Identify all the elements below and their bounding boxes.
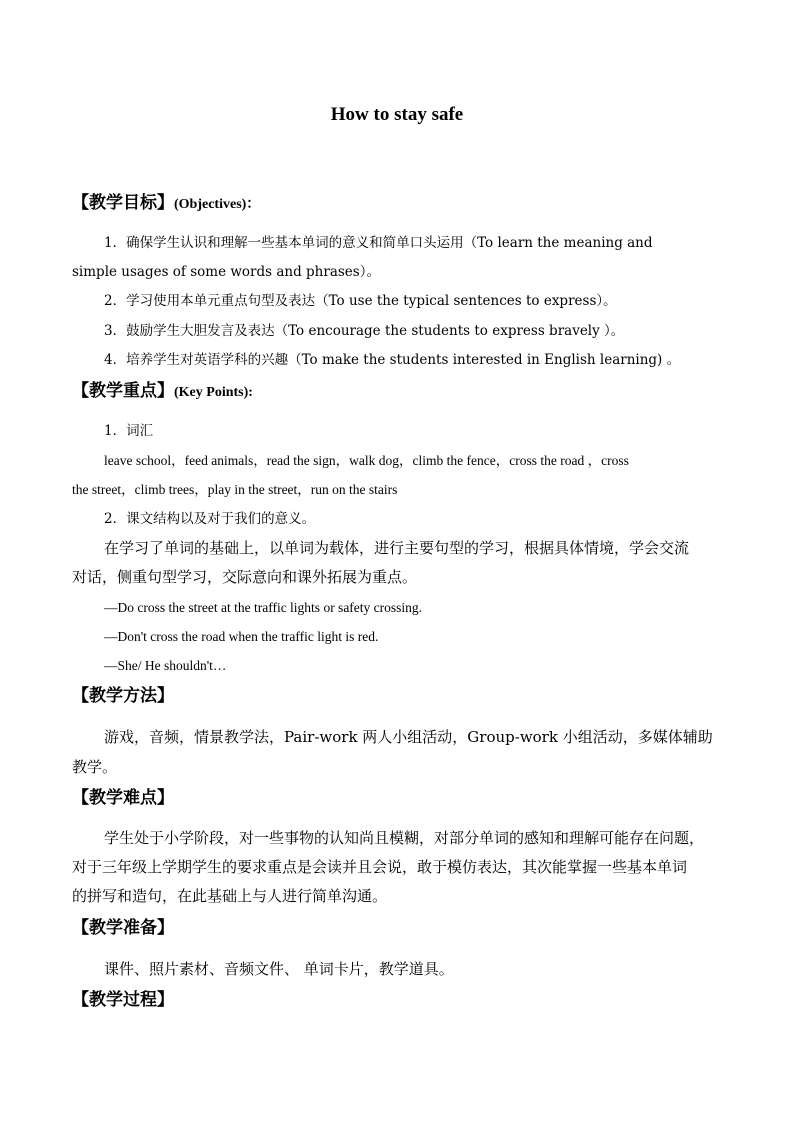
objectives-heading-en: (Objectives)： <box>174 197 261 212</box>
example-sentence-3: —She/ He shouldn't… <box>104 658 227 673</box>
example-sentence-1: —Do cross the street at the traffic lights or safety crossing. <box>104 600 423 615</box>
objective-item-1-cont: simple usages of some words and phrases）。 <box>72 264 380 280</box>
process-heading: 【教学过程】 <box>72 990 174 1010</box>
key-points-paragraph-line-2: 对话，侧重句型学习，交际意向和课外拓展为重点。 <box>72 568 418 586</box>
vocab-line-2: the street，climb trees，play in the street，run on the stairs <box>72 482 398 497</box>
objective-item-3: 3．鼓励学生大胆发言及表达（To encourage the students to express bravely ）。 <box>104 323 625 339</box>
key-points-heading-en: (Key Points): <box>174 385 253 400</box>
objectives-heading <box>72 191 260 217</box>
objective-item-4: 4．培养学生对英语学科的兴趣（To make the students interested in English learning) 。 <box>104 352 681 368</box>
objectives-heading-zh: 【教学目标】 <box>72 193 174 213</box>
preparation-line-1: 课件、照片素材、音频文件、 单词卡片，教学道具。 <box>104 960 454 978</box>
methods-line-1: 游戏，音频，情景教学法，Pair-work 两人小组活动，Group-work 小组活动，多媒体辅助 <box>104 728 713 746</box>
preparation-heading: 【教学准备】 <box>72 918 174 938</box>
objective-item-2: 2．学习使用本单元重点句型及表达（To use the typical sentences to express）。 <box>104 293 617 309</box>
structure-label: 2．课文结构以及对于我们的意义。 <box>104 511 316 527</box>
methods-line-2: 教学。 <box>72 758 118 776</box>
example-sentence-2: —Don't cross the road when the traffic light is red. <box>104 629 379 644</box>
key-points-heading-zh: 【教学重点】 <box>72 381 174 401</box>
key-points-paragraph-line-1: 在学习了单词的基础上，以单词为载体，进行主要句型的学习，根据具体情境，学会交流 <box>104 539 690 557</box>
methods-heading: 【教学方法】 <box>72 686 174 706</box>
page-title: How to stay safe <box>330 104 464 125</box>
objective-item-1: 1．确保学生认识和理解一些基本单词的意义和简单口头运用（To learn the meaning and <box>104 235 653 251</box>
difficulties-line-1: 学生处于小学阶段，对一些事物的认知尚且模糊，对部分单词的感知和理解可能存在问题， <box>104 829 705 847</box>
difficulties-heading: 【教学难点】 <box>72 788 174 808</box>
difficulties-line-2: 对于三年级上学期学生的要求重点是会读并且会说，敢于模仿表达，其次能掌握一些基本单词 <box>72 858 688 876</box>
difficulties-line-3: 的拼写和造句，在此基础上与人进行简单沟通。 <box>72 887 388 905</box>
vocab-line-1: leave school，feed animals，read the sign，walk dog，climb the fence，cross the road ，cross <box>104 453 629 468</box>
vocab-label: 1．词汇 <box>104 423 154 439</box>
key-points-heading <box>72 379 253 405</box>
